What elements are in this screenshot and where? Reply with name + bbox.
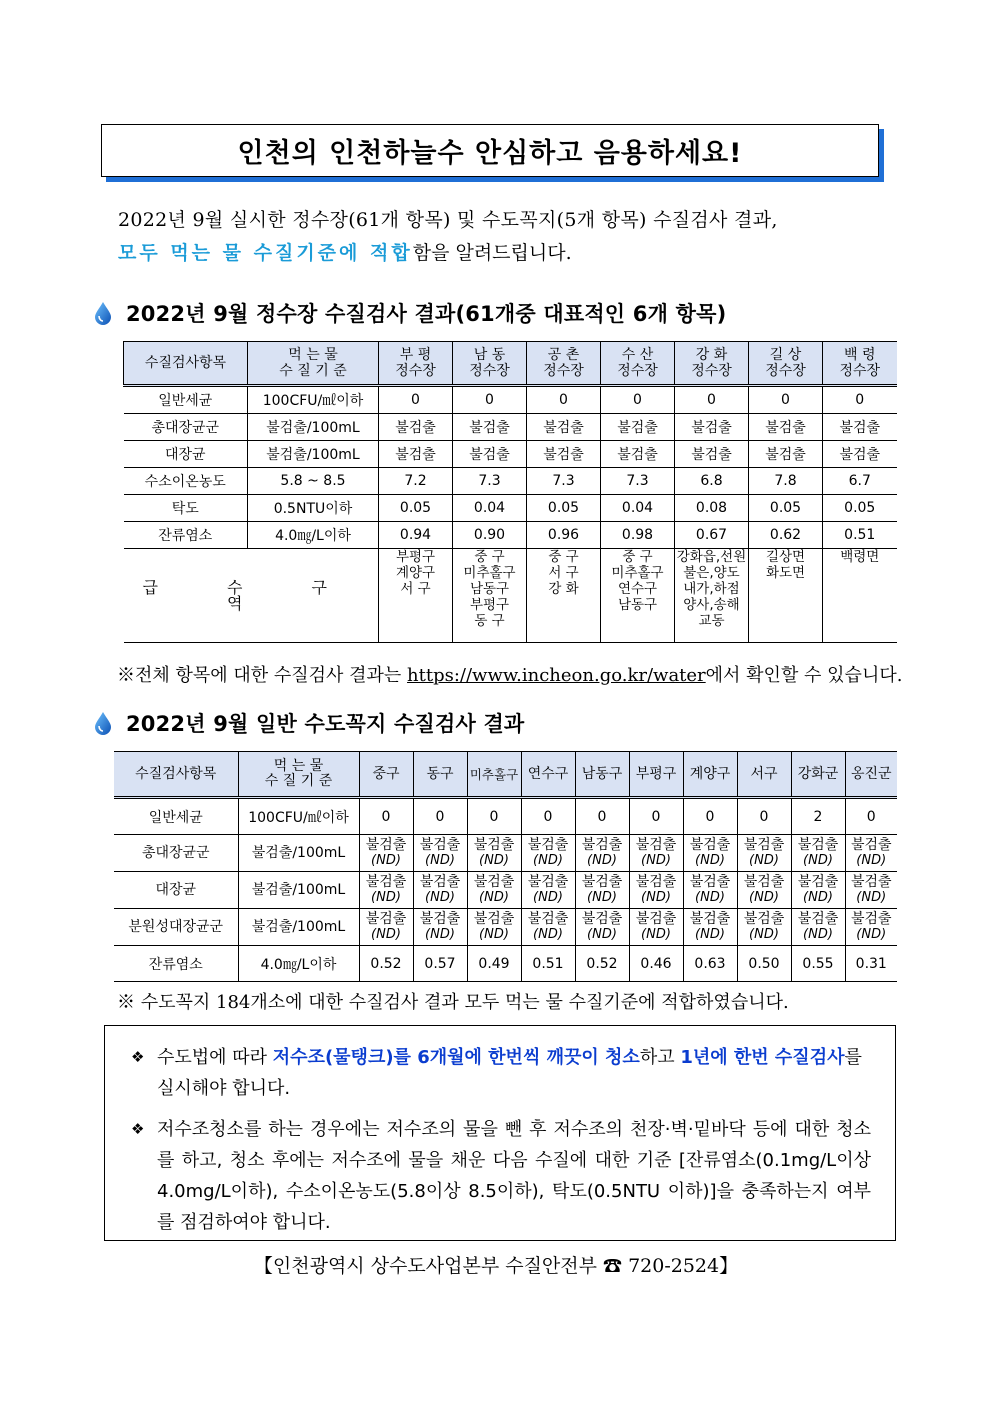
value-cell: 0.05 [749, 495, 823, 522]
col-item-header: 수질검사항목 [124, 342, 248, 386]
std-cell: 4.0㎎/L이하 [248, 522, 379, 549]
value-cell: 불검출 (ND) [359, 909, 413, 946]
value-cell: 불검출 (ND) [467, 872, 521, 909]
value-cell: 불검출 (ND) [683, 909, 737, 946]
diamond-bullet-icon: ❖ [131, 1048, 145, 1066]
value-cell: 불검출 (ND) [737, 909, 791, 946]
tap-nd-row [114, 872, 897, 909]
tap-nd-row [114, 835, 897, 872]
district-header: 강화군 [791, 752, 845, 798]
value-cell: 6.7 [823, 468, 897, 495]
item-cell: 총대장균군 [124, 414, 248, 441]
value-cell: 0.04 [601, 495, 675, 522]
plant-header: 부 평 정수장 [379, 342, 453, 386]
info-box [104, 1025, 896, 1241]
value-cell: 불검출 (ND) [845, 909, 897, 946]
value-cell: 0.62 [749, 522, 823, 549]
page-title: 인천의 인천하늘수 안심하고 음용하세요! [237, 138, 743, 169]
value-cell: 0.52 [359, 946, 413, 982]
area-line: 중 구 [622, 549, 653, 565]
value-cell: 0.05 [527, 495, 601, 522]
plant-header: 길 상 정수장 [749, 342, 823, 386]
plant-data-row [124, 468, 897, 495]
value-cell: 0.55 [791, 946, 845, 982]
value-cell: 0 [453, 386, 527, 414]
std-cell: 100CFU/㎖이하 [248, 386, 379, 414]
plant-header: 백 령 정수장 [823, 342, 897, 386]
value-cell: 0 [823, 386, 897, 414]
section-2-heading [92, 708, 524, 738]
value-cell: 0.05 [823, 495, 897, 522]
info-bullet-1: ❖ 수도법에 따라 저수조(물탱크)를 6개월에 한번씩 깨끗이 청소하고 1년에 한번 수질검사를 실시해야 합니다. [131, 1042, 871, 1104]
value-cell: 0 [683, 798, 737, 835]
title-box [101, 124, 879, 177]
value-cell: 0.05 [379, 495, 453, 522]
value-cell: 0 [575, 798, 629, 835]
intro-rest: 함을 알려드립니다. [412, 242, 572, 264]
value-cell: 불검출 (ND) [575, 909, 629, 946]
value-cell: 불검출 (ND) [791, 835, 845, 872]
value-cell: 불검출 (ND) [413, 872, 467, 909]
value-cell: 불검출 (ND) [413, 835, 467, 872]
col-std-header: 먹 는 물 수 질 기 준 [238, 752, 359, 798]
value-cell: 불검출 [675, 441, 749, 468]
plant-data-row [124, 386, 897, 414]
plant-note: ※전체 항목에 대한 수질검사 결과는 https://www.incheon.go.kr/water에서 확인할 수 있습니다. [117, 665, 903, 686]
area-line: 연수구 [617, 581, 658, 597]
value-cell: 0 [629, 798, 683, 835]
value-cell: 불검출 [601, 441, 675, 468]
area-line: 교동 [698, 613, 725, 629]
value-cell: 불검출 (ND) [629, 835, 683, 872]
water-drop-icon [92, 301, 114, 325]
value-cell: 불검출 (ND) [845, 835, 897, 872]
value-cell: 불검출 (ND) [683, 835, 737, 872]
value-cell: 0.90 [453, 522, 527, 549]
std-cell: 불검출/100mL [248, 414, 379, 441]
section-2-title: 2022년 9월 일반 수도꼭지 수질검사 결과 [126, 712, 525, 736]
section-1-heading [92, 298, 726, 328]
value-cell: 불검출 (ND) [629, 872, 683, 909]
value-cell: 불검출 (ND) [575, 835, 629, 872]
value-cell: 불검출 [379, 414, 453, 441]
value-cell: 0 [379, 386, 453, 414]
plant-result-table [123, 341, 897, 643]
value-cell: 0.57 [413, 946, 467, 982]
value-cell: 7.3 [601, 468, 675, 495]
area-line: 남동구 [617, 597, 658, 613]
std-cell: 100CFU/㎖이하 [238, 798, 359, 835]
std-cell: 불검출/100mL [238, 872, 359, 909]
item-cell: 총대장균군 [114, 835, 238, 872]
section-1-title: 2022년 9월 정수장 수질검사 결과(61개중 대표적인 6개 항목) [126, 302, 727, 326]
value-cell: 0.31 [845, 946, 897, 982]
std-cell: 불검출/100mL [248, 441, 379, 468]
value-cell: 불검출 [527, 441, 601, 468]
value-cell: 6.8 [675, 468, 749, 495]
value-cell: 불검출 (ND) [629, 909, 683, 946]
area-line: 남동구 [469, 581, 510, 597]
value-cell: 불검출 [823, 441, 897, 468]
value-cell: 0 [521, 798, 575, 835]
value-cell: 불검출 (ND) [737, 835, 791, 872]
value-cell: 불검출 (ND) [413, 909, 467, 946]
value-cell: 0.51 [521, 946, 575, 982]
value-cell: 0 [467, 798, 521, 835]
plant-header: 남 동 정수장 [453, 342, 527, 386]
intro-line-2 [118, 238, 888, 265]
value-cell: 불검출 (ND) [521, 872, 575, 909]
col-item-header: 수질검사항목 [114, 752, 238, 798]
tap-note: ※ 수도꼭지 184개소에 대한 수질검사 결과 모두 먹는 물 수질기준에 적합하였습니다. [117, 992, 789, 1013]
supply-area-cell [601, 549, 675, 643]
area-line: 미추홀구 [463, 565, 516, 581]
value-cell: 7.3 [453, 468, 527, 495]
value-cell: 0 [413, 798, 467, 835]
item-cell: 일반세균 [114, 798, 238, 835]
value-cell: 불검출 [823, 414, 897, 441]
plant-data-row [124, 441, 897, 468]
tank-cleaning-highlight: 저수조(물탱크)를 6개월에 한번씩 깨끗이 청소 [272, 1047, 640, 1068]
district-header: 중구 [359, 752, 413, 798]
value-cell: 불검출 (ND) [467, 909, 521, 946]
district-header: 남동구 [575, 752, 629, 798]
value-cell: 0 [749, 386, 823, 414]
area-line: 부평구 [395, 549, 436, 565]
area-line: 화도면 [765, 565, 806, 581]
tap-result-table [114, 751, 897, 982]
area-line: 내가,하점 [683, 581, 740, 597]
district-header: 연수구 [521, 752, 575, 798]
tap-header-row [114, 752, 897, 798]
tap-data-row [114, 946, 897, 982]
plant-data-row [124, 414, 897, 441]
plant-header: 공 촌 정수장 [527, 342, 601, 386]
value-cell: 0 [527, 386, 601, 414]
value-cell: 0.46 [629, 946, 683, 982]
item-cell: 대장균 [124, 441, 248, 468]
supply-area-cell [675, 549, 749, 643]
item-cell: 수소이온농도 [124, 468, 248, 495]
supply-area-cell [749, 549, 823, 643]
area-line: 서 구 [400, 581, 431, 597]
area-line: 불은,양도 [683, 565, 740, 581]
area-line: 백령면 [840, 549, 880, 565]
value-cell: 0.98 [601, 522, 675, 549]
plant-header-row [124, 342, 897, 386]
diamond-bullet-icon: ❖ [131, 1120, 145, 1138]
value-cell: 불검출 (ND) [521, 835, 575, 872]
plant-data-row [124, 522, 897, 549]
info-bullet-2: ❖ 저수조청소를 하는 경우에는 저수조의 물을 뺀 후 저수조의 천장·벽·밑바닥 등에 대한 청소를 하고, 청소 후에는 저수조에 물을 채운 다음 수질에 대한 기준 [잔류염소(0.1mg/L이상 4.0mg/L이하), 수소이온농도(5.8이상 8.5이하), 탁도(0.5NTU 이하)]을 충족하는지 여부를 점검하여야 합니다. [131, 1114, 871, 1238]
std-cell: 불검출/100mL [238, 909, 359, 946]
value-cell: 0.67 [675, 522, 749, 549]
value-cell: 불검출 [675, 414, 749, 441]
item-cell: 잔류염소 [124, 522, 248, 549]
plant-header: 강 화 정수장 [675, 342, 749, 386]
value-cell: 2 [791, 798, 845, 835]
value-cell: 불검출 (ND) [683, 872, 737, 909]
value-cell: 0.51 [823, 522, 897, 549]
water-drop-icon [92, 711, 114, 735]
water-info-link[interactable]: https://www.incheon.go.kr/water [407, 665, 706, 686]
value-cell: 0.49 [467, 946, 521, 982]
std-cell: 5.8 ~ 8.5 [248, 468, 379, 495]
district-header: 미추홀구 [467, 752, 521, 798]
value-cell: 0 [601, 386, 675, 414]
area-line: 중 구 [474, 549, 505, 565]
intro-line-1: 2022년 9월 실시한 정수장(61개 항목) 및 수도꼭지(5개 항목) 수질검사 결과, [118, 209, 778, 231]
area-line: 서 구 [548, 565, 579, 581]
item-cell: 잔류염소 [114, 946, 238, 982]
intro-highlight: 모두 먹는 물 수질기준에 적합 [118, 242, 413, 264]
value-cell: 0.08 [675, 495, 749, 522]
area-line: 미추홀구 [611, 565, 664, 581]
district-header: 부평구 [629, 752, 683, 798]
value-cell: 0.94 [379, 522, 453, 549]
area-line: 동 구 [474, 613, 505, 629]
item-cell: 대장균 [114, 872, 238, 909]
tap-nd-row [114, 909, 897, 946]
area-line: 중 구 [548, 549, 579, 565]
value-cell: 불검출 (ND) [845, 872, 897, 909]
value-cell: 0.50 [737, 946, 791, 982]
value-cell: 불검출 [749, 441, 823, 468]
value-cell: 불검출 (ND) [521, 909, 575, 946]
value-cell: 불검출 [453, 414, 527, 441]
area-line: 길상면 [765, 549, 806, 565]
value-cell: 불검출 [379, 441, 453, 468]
value-cell: 0.96 [527, 522, 601, 549]
supply-area-row [124, 549, 897, 643]
value-cell: 불검출 (ND) [791, 909, 845, 946]
supply-area-cell [379, 549, 453, 643]
area-line: 계양구 [395, 565, 436, 581]
supply-area-cell [823, 549, 897, 643]
value-cell: 불검출 [527, 414, 601, 441]
value-cell: 0.52 [575, 946, 629, 982]
item-cell: 일반세균 [124, 386, 248, 414]
area-line: 강 화 [548, 581, 579, 597]
value-cell: 불검출 [601, 414, 675, 441]
value-cell: 불검출 (ND) [791, 872, 845, 909]
value-cell: 0 [845, 798, 897, 835]
supply-area-cell [527, 549, 601, 643]
tap-data-row [114, 798, 897, 835]
area-line: 양사,송해 [683, 597, 740, 613]
supply-area-cell [453, 549, 527, 643]
item-cell: 탁도 [124, 495, 248, 522]
value-cell: 불검출 (ND) [359, 872, 413, 909]
area-line: 부평구 [469, 597, 510, 613]
value-cell: 7.3 [527, 468, 601, 495]
plant-header: 수 산 정수장 [601, 342, 675, 386]
value-cell: 0 [737, 798, 791, 835]
area-line: 강화읍,선원 [676, 549, 747, 565]
std-cell: 4.0㎎/L이하 [238, 946, 359, 982]
district-header: 계양구 [683, 752, 737, 798]
value-cell: 불검출 (ND) [467, 835, 521, 872]
annual-test-highlight: 1년에 한번 수질검사 [680, 1047, 845, 1068]
supply-area-label: 급 수 구 역 [124, 549, 379, 643]
std-cell: 불검출/100mL [238, 835, 359, 872]
item-cell: 분원성대장균군 [114, 909, 238, 946]
value-cell: 불검출 (ND) [737, 872, 791, 909]
std-cell: 0.5NTU이하 [248, 495, 379, 522]
value-cell: 불검출 [749, 414, 823, 441]
value-cell: 0.04 [453, 495, 527, 522]
value-cell: 0.63 [683, 946, 737, 982]
district-header: 동구 [413, 752, 467, 798]
value-cell: 불검출 (ND) [359, 835, 413, 872]
district-header: 서구 [737, 752, 791, 798]
value-cell: 7.2 [379, 468, 453, 495]
value-cell: 0 [675, 386, 749, 414]
value-cell: 불검출 (ND) [575, 872, 629, 909]
district-header: 옹진군 [845, 752, 897, 798]
value-cell: 0 [359, 798, 413, 835]
plant-data-row [124, 495, 897, 522]
value-cell: 7.8 [749, 468, 823, 495]
value-cell: 불검출 [453, 441, 527, 468]
col-std-header: 먹 는 물 수 질 기 준 [248, 342, 379, 386]
footer-contact: 【인천광역시 상수도사업본부 수질안전부 ☎ 720-2524】 [253, 1255, 739, 1277]
